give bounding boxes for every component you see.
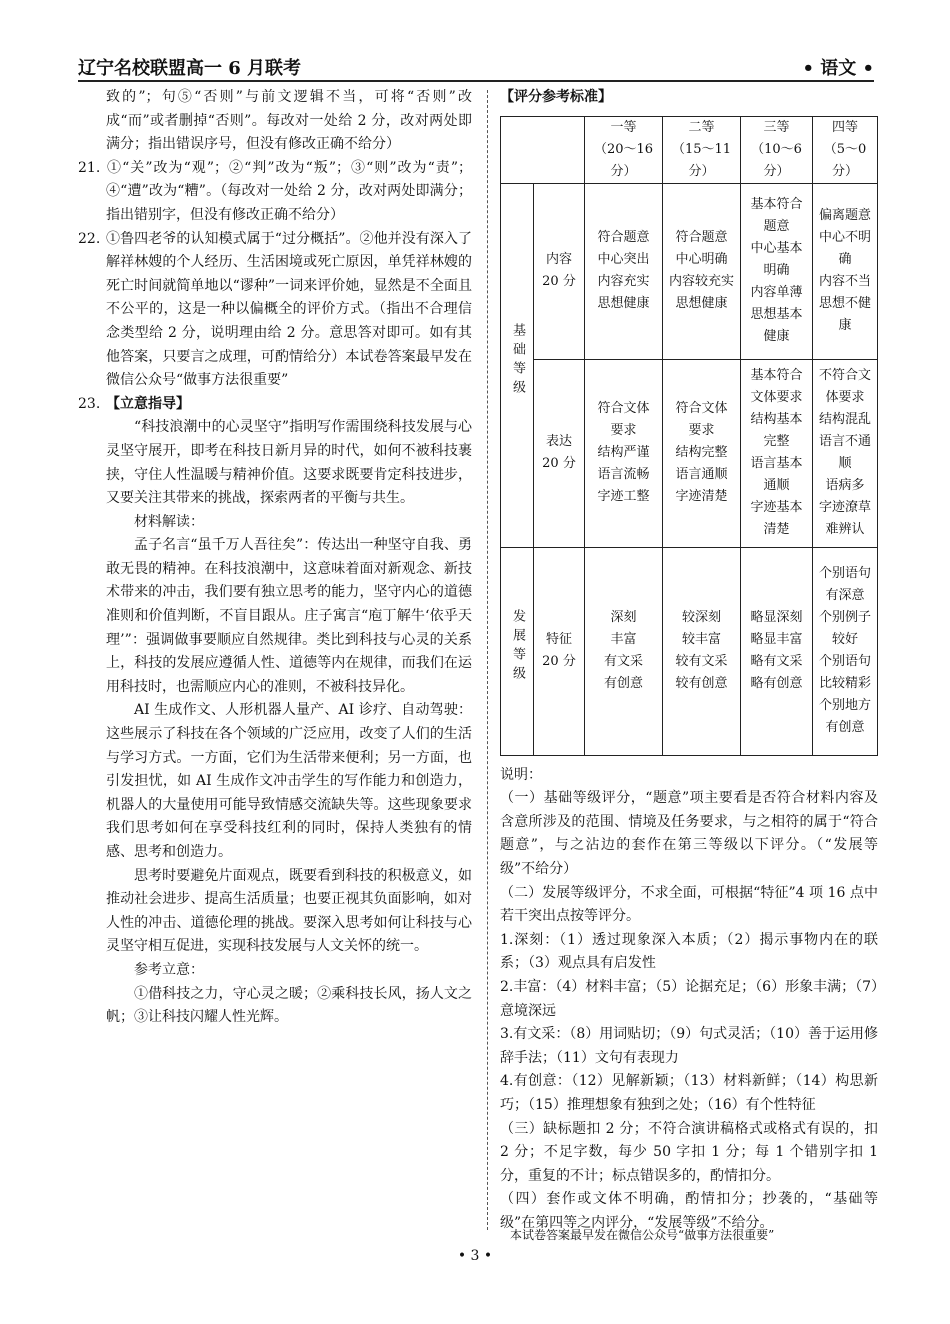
table-cell: 符合文体 要求 结构完整 语言通顺 字迹清楚 [663, 359, 741, 547]
paragraph-3: 孟子名言“虽千万人吾往矣”：传达出一种坚守自我、勇敢无畏的精神。在科技浪潮中，这意味着面对新观念、新技术带来的冲击，我们要有独立思考的能力，坚守内心的道德准则和价值判断，不盲目跟从。庄子寓言“庖丁解牛‘依乎天理’”：强调做事要顺应自然规律。类比到科技与心灵的关系上，科技的发展应遵循人性、道德等内在规律，而我们在运用科技时，也需顺应内心的准则，不被科技异化。 [106, 537, 472, 695]
col-range: （15～11 分） [671, 141, 732, 179]
note-line: 2.丰富：（4）材料丰富；（5）论据充足；（6）形象丰满；（7）意境深远 [500, 978, 878, 1019]
q21-number: 21. [78, 159, 101, 176]
table-cell: 偏离题意 中心不明 确 内容不当 思想不健 康 [812, 183, 877, 359]
table-cell: 较深刻 较丰富 较有文采 较有创意 [663, 547, 741, 755]
paragraph-1: “科技浪潮中的心灵坚守”指明写作需围绕科技发展与心灵坚守展开，即考在科技日新月异的时代，如何不被科技裹挟，守住人性温暖与精神价值。这要求既要肯定科技进步，又要关注其带来的挑战，探索两者的平衡与共生。 [106, 419, 472, 507]
col-header [812, 116, 877, 183]
paragraph-6: 参考立意： [134, 961, 204, 978]
level-label [501, 183, 534, 547]
row-score: 20 分 [542, 654, 576, 670]
note-line: （二）发展等级评分，不求全面，可根据“特征”4 项 16 点中若干突出点按等评分。 [500, 884, 878, 925]
col-range: （20～16 分） [593, 141, 654, 179]
subject-label: • 语文 • [802, 58, 874, 79]
col-name: 二等 [688, 119, 715, 135]
score-table-title: 【评分参考标准】 [500, 89, 612, 105]
col-name: 四等 [831, 119, 858, 135]
table-cell: 基本符合 题意 中心基本 明确 内容单薄 思想基本 健康 [741, 183, 813, 359]
score-table [500, 116, 878, 756]
col-range: （10～6 分） [751, 141, 802, 179]
note-line: （三）缺标题扣 2 分；不符合演讲稿格式或格式有误的，扣 2 分；不足字数，每少 50 字扣 1 分；每 1 个错别字扣 1 分，重复的不计；标点错误多的，酌情扣分。 [500, 1120, 878, 1184]
row-name: 表达 [545, 434, 572, 450]
row-label [534, 183, 585, 359]
level-label [501, 547, 534, 755]
level-label-text: 基础等级 [510, 323, 525, 400]
note-line: （一）基础等级评分，“题意”项主要看是否符合材料内容及含意所涉及的范围、情境及任务要求，与之相符的属于“符合题意”，与之沾边的套作在第三等级以下评分。（“发展等级”不给分） [500, 790, 878, 877]
paragraph-5: 思考时要避免片面观点，既要看到科技的积极意义，如推动社会进步、提高生活质量；也要正视其负面影响，如对人性的冲击、道德伦理的挑战。要深入思考如何让科技与心灵坚守相互促进，实现科技发展与人文关怀的统一。 [106, 867, 472, 955]
col-name: 三等 [763, 119, 790, 135]
table-cell: 深刻 丰富 有文采 有创意 [585, 547, 663, 755]
table-cell: 符合题意 中心突出 内容充实 思想健康 [585, 183, 663, 359]
q22-answer [78, 228, 472, 393]
row-score: 20 分 [542, 456, 576, 472]
right-column [500, 86, 878, 1235]
row-name: 特征 [545, 632, 572, 648]
column-divider [487, 90, 488, 1230]
paragraph-4: AI 生成作文、人形机器人量产、AI 诊疗、自动驾驶：这些展示了科技在各个领域的广泛应用，改变了人们的生活与学习方式。一方面，它们为生活带来便利；另一方面，也引发担忧，如 AI 生成作文冲击学生的写作能力和创造力，机器人的大量使用可能导致情感交流缺失等。这些现象要求我们思考如何在享受科技红利的同时，保持人类独有的情感、思考和创造力。 [106, 702, 472, 860]
note-line: （四）套作或文体不明确，酌情扣分；抄袭的，“基础等级”在第四等之内评分，“发展等级”不给分。 [500, 1191, 878, 1231]
exam-title: 辽宁名校联盟高一 6 月联考 [78, 58, 302, 79]
note-line: 1.深刻：（1）透过现象深入本质；（2）揭示事物内在的联系；（3）观点具有启发性 [500, 931, 878, 972]
table-cell: 个别语句 有深意 个别例子 较好 个别语句 比较精彩 个别地方 有创意 [812, 547, 877, 755]
table-cell: 符合文体 要求 结构严谨 语言流畅 字迹工整 [585, 359, 663, 547]
table-row [501, 359, 878, 547]
row-label [534, 547, 585, 755]
col-header [663, 116, 741, 183]
col-header [585, 116, 663, 183]
left-column [78, 86, 472, 1030]
footer-note: 本试卷答案最早发在微信公众号“做事方法很重要” [510, 1228, 775, 1242]
q23-head-text: 【立意指导】 [106, 395, 190, 412]
notes-section [500, 764, 878, 1236]
note-line: 4.有创意：（12）见解新颖；（13）材料新鲜；（14）构思新巧；（15）推理想象有独到之处；（16）有个性特征 [500, 1073, 878, 1113]
note-line: 说明： [500, 766, 542, 783]
col-range: （5～0 分） [823, 141, 867, 179]
paragraph-7: ①借科技之力，守心灵之暖；②乘科技长风，扬人文之帆；③让科技闪耀人性光辉。 [106, 985, 472, 1026]
q22-number: 22. [78, 230, 101, 247]
q22-text: ①鲁四老爷的认知模式属于“过分概括”。②他并没有深入了解祥林嫂的个人经历、生活困境或死亡原因，单凭祥林嫂的死亡时间就简单地以“谬种”一词来评价她，显然是不全面且不公平的，这是一种以偏概全的评价方式。（指出不合理信念类型给 2 分，说明理由给 2 分。意思答对即可。如有其他答案，只要言之成理，可酌情给分）本试卷答案最早发在微信公众号“做事方法很重要” [106, 230, 472, 389]
table-corner [501, 116, 585, 183]
level-label-text: 发展等级 [510, 609, 525, 686]
q23-heading [78, 393, 472, 417]
q20-tail: 致的”；句⑤“否则”与前文逻辑不当，可将“否则”改成“而”或者删掉“否则”。每改对一处给 2 分，改对两处即满分；指出错误序号，但没有修改正确不给分） [106, 89, 472, 153]
note-line: 3.有文采：（8）用词贴切；（9）句式灵活；（10）善于运用修辞手法；（11）文句有表现力 [500, 1026, 878, 1066]
col-header [741, 116, 813, 183]
row-label [534, 359, 585, 547]
q21-text: ①“关”改为“观”；②“判”改为“叛”；③“则”改为“责”；④“遭”改为“糟”。（每改对一处给 2 分，改对两处即满分；指出错别字，但没有修改正确不给分） [106, 159, 472, 223]
page-number: • 3 • [457, 1248, 493, 1264]
table-cell: 基本符合 文体要求 结构基本 完整 语言基本 通顺 字迹基本 清楚 [741, 359, 813, 547]
table-cell: 符合题意 中心明确 内容较充实 思想健康 [663, 183, 741, 359]
row-score: 20 分 [542, 274, 576, 290]
page-header [78, 52, 874, 82]
paragraph-2: 材料解读： [134, 513, 204, 530]
q21-answer [78, 157, 472, 228]
row-name: 内容 [545, 252, 572, 268]
table-row [501, 547, 878, 755]
table-cell: 略显深刻 略显丰富 略有文采 略有创意 [741, 547, 813, 755]
q23-number: 23. [78, 395, 101, 412]
table-cell: 不符合文 体要求 结构混乱 语言不通 顺 语病多 字迹潦草 难辨认 [812, 359, 877, 547]
table-row [501, 183, 878, 359]
col-name: 一等 [610, 119, 637, 135]
table-header-row [501, 116, 878, 183]
